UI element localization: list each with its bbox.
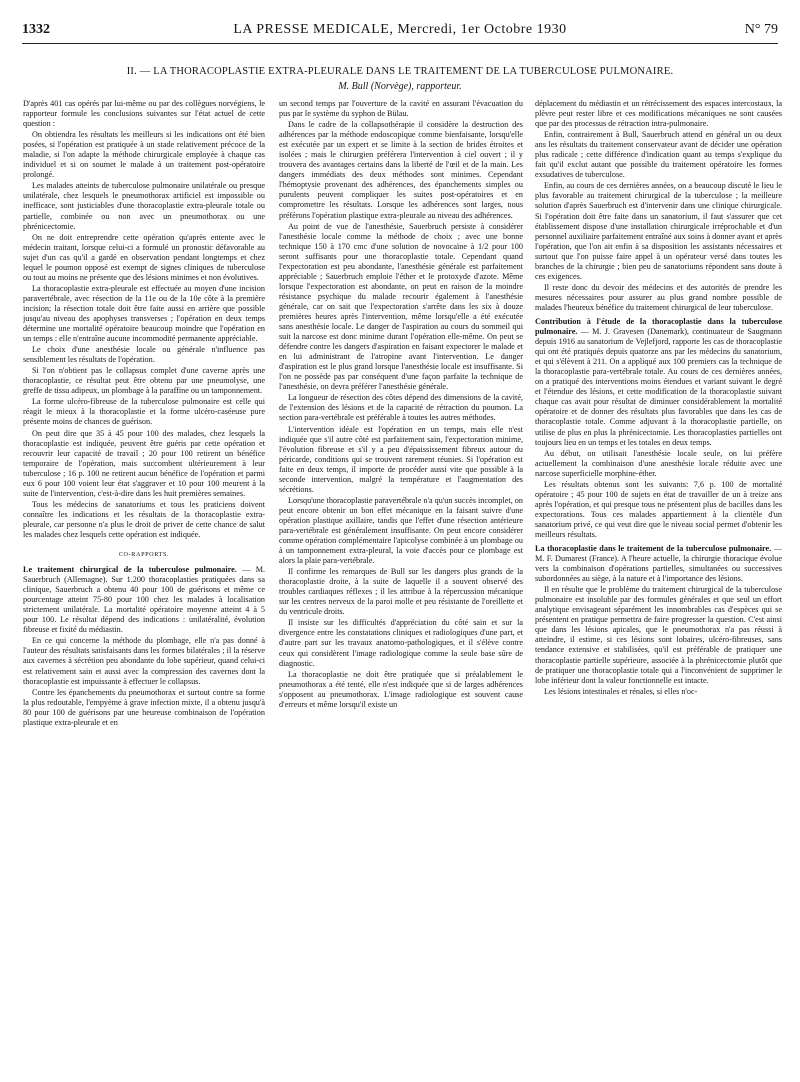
subsection-heading: CO-RAPPORTS. xyxy=(118,551,170,559)
paragraph: D'après 401 cas opérés par lui-même ou par des collègues norvégiens, le rapporteur formule les conclusions suivantes sur l'état actuel de cette question : xyxy=(23,99,265,129)
paragraph: Contre les épanchements du pneumothorax et surtout contre sa forme la plus redoutable, l'empyème à grave infection mixte, il a obtenu jusqu'à 80 pour 100 de guérisons par une heureuse combinaison de l'opération plastique extra-pleurale et en xyxy=(23,687,265,727)
paragraph: déplacement du médiastin et un rétrécissement des espaces intercostaux, la plèvre peut rester libre et ces modifications mécaniques ne sont causées que par des processus de rétraction intra-pulmonaire. xyxy=(535,99,782,129)
paragraph: On obtiendra les résultats les meilleurs si les indications ont été bien posées, si l'opération est pratiquée à un stade relativement précoce de la maladie, si l'on adapte la méthode chirurgicale employée à chaque cas individuel et si on soumet le malade à un traitement post-opératoire prolongé. xyxy=(23,130,265,180)
paragraph: Il insiste sur les difficultés d'appréciation du côté sain et sur la divergence entre les constatations cliniques et radiologiques d'une part, et d'autre part sur les travaux anatomo-pathologiques, et il s'élève contre ceux qui considèrent l'image radiologique comme la seule base sûre de diagnostic. xyxy=(279,618,523,668)
co-report-text: A l'heure actuelle, la chirurgie thoracique évolue vers la combinaison d'opérations partielles, simultanées ou successives subordonnées au siège, à la nature et à l'importance des lésions. xyxy=(535,554,782,584)
co-report-dumarest xyxy=(535,544,782,584)
paragraph: On ne doit entreprendre cette opération qu'après entente avec le médecin traitant, lorsque celui-ci a formulé un pronostic défavorable au sujet d'un cas qu'il a gardé en observation pendant longtemps et chez lequel le poumon opposé est exempt de signes cliniques de tuberculose ou tout au moins ne présente que des lésions minimes et non évolutives. xyxy=(23,232,265,282)
section-title: II. — LA THORACOPLASTIE EXTRA-PLEURALE DANS LE TRAITEMENT DE LA TUBERCULOSE PULMONAIRE. xyxy=(126,66,674,77)
co-report-title: Le traitement chirurgical de la tuberculose pulmonaire. xyxy=(23,565,237,575)
paragraph: Les lésions intestinales et rénales, si elles n'oc- xyxy=(544,686,698,696)
column-3 xyxy=(535,99,782,1074)
co-report-gravesen xyxy=(535,317,782,448)
paragraph: Enfin, au cours de ces dernières années, on a beaucoup discuté le lieu le plus favorable au traitement chirurgical de la tuberculose ; la meilleure solution d'après Sauerbruch est d'intervenir dans une clinique chirurgicale. Si l'opération doit être faite dans un sanatorium, il faut s'assurer que cet établissement dispose d'une installation chirurgicale irréprochable et d'un personnel auxiliaire parfaitement entraîné aux soins à donner avant et après l'opération, que l'on ait enfin à sa disposition les assistants nécessaires et surtout que l'on puisse faire appel à un opérateur versé dans toutes les branches de la chirurgie ; bien peu de sanatoriums répondent sans doute à ces exigences. xyxy=(535,181,782,281)
header-rule xyxy=(22,43,778,44)
paragraph: Les malades atteints de tuberculose pulmonaire unilatérale ou presque unilatérale, chez lesquels le pneumothorax artificiel est impossible ou inefficace, sont justiciables d'une thoracoplastie extra-pleurale totale ou partielle, combinée ou non avec un pneumothorax ou une phrénicectomie. xyxy=(23,181,265,231)
page-header xyxy=(22,22,778,42)
reporter-line: M. Bull (Norvège), rapporteur. xyxy=(338,81,462,92)
paragraph: un second temps par l'ouverture de la cavité en assurant l'évacuation du pus par le système du syphon de Bülau. xyxy=(279,99,523,119)
co-report-text: continuateur de Saugmann depuis 1916 au sanatorium de Vejlefjord, rapporte les cas de thoracoplastie qui ont été pratiqués depuis quatorze ans par les médecins du sanatorium, et qui s'élèvent à 211. On a appliqué aux 100 premiers cas la technique de la thoracoplastie para-vertébrale totale. Au cours de ces dernières années, on a pratiqué des interventions moins étendues et variant suivant le degré et l'étendue des lésions, et cette modification de la thoracoplastie suivant chaque cas avait pour résultat de diminuer considérablement la mortalité opératoire et de donner des résultats plus favorables que dans les cas de thoracoplastie totale. Comme adjuvant à la thoracoplastie partielle, on utilise de plus en plus la phrénicectomie. Les thoracoplasties partielles ont toujours lieu en un temps et les totales en deux temps. xyxy=(535,327,782,447)
co-report-sauerbruch xyxy=(23,565,265,635)
paragraph: Au début, on utilisait l'anesthésie locale seule, on lui préfère actuellement la combinaison d'une anesthésie locale réduite avec une narcose superficielle morphine-éther. xyxy=(535,448,782,478)
paragraph: Il reste donc du devoir des médecins et des autorités de prendre les mesures nécessaires pour assurer au plus grand nombre possible de malades l'heureux bénéfice du traitement chirurgical de leur tuberculose. xyxy=(535,282,782,312)
paragraph: Enfin, contrairement à Bull, Sauerbruch attend en général un ou deux ans les résultats du traitement conservateur avant de décider une opération plus radicale ; cette différence d'indication quant au temps s'explique du fait qu'il exclut autant que possible du traitement opératoire les formes exsudatives de tuberculose. xyxy=(535,130,782,180)
paragraph: La thoracoplastie ne doit être pratiquée que si préalablement le pneumothorax a été tenté, elle n'est indiquée que si de larges adhérences s'opposent au pneumothorax. L'image radiologique est souvent cause d'erreurs et même lorsqu'il existe un xyxy=(279,669,523,709)
paragraph: Si l'on n'obtient pas le collapsus complet d'une caverne après une thoracoplastie, ce résultat peut être obtenu par une pneumolyse, une greffe de tissu adipeux, un plombage à la paraffine ou un tamponnement. xyxy=(23,366,265,396)
paragraph: Tous les médecins de sanatoriums et tous les praticiens doivent connaître les indications et les résultats de la thoracoplastie extra-pleurale, car personne n'a plus le droit de priver de cette chance de salut les malades chez lesquels cette opération est indiquée. xyxy=(23,499,265,539)
co-report-title: Contribution à l'étude de la thoracoplastie dans la tuberculose pulmonaire. xyxy=(535,316,782,337)
journal-title: LA PRESSE MEDICALE, Mercredi, 1er Octobre 1930 xyxy=(233,22,567,37)
issue-number: N° 79 xyxy=(744,22,778,37)
co-report-author: — M. Sauerbruch (Allemagne). xyxy=(23,565,265,585)
paragraph: On peut dire que 35 à 45 pour 100 des malades, chez lesquels la thoracoplastie est indiquée, peuvent être guéris par cette opération et recouvrir leur capacité de travail ; 20 pour 100 retirent un bénéfice temporaire de l'opération, mais succombent ultérieurement à leur tuberculose ; 16 p. 100 ne retirent aucun bénéfice de l'opération et parmi eux 6 pour 100 voient leur état s'aggraver et 10 pour 100 meurent à la suite de l'intervention, c'est-à-dire dans les huit premières semaines. xyxy=(23,428,265,498)
paragraph: Les résultats obtenus sont les suivants: 7,6 p. 100 de mortalité opératoire ; 45 pour 100 de sujets en état de travailler de un à treize ans après l'opération, et qui presque tous ne présentent plus de bacilles dans les expectorations. Tous ces malades appartiennent à la clientèle d'un sanatorium privé, ce qui veut dire que le niveau social permet d'obtenir les meilleurs résultats. xyxy=(535,479,782,539)
paragraph: La thoracoplastie extra-pleurale est effectuée au moyen d'une incision paravertébrale, avec résection de la 11e ou de la 10e côte à la première incision; la résection totale doit être faite aussi en arrière que possible jusqu'au niveau des apophyses transverses ; l'opération en deux temps détermine une mortalité opératoire beaucoup moindre que l'opération en un temps : elle n'entraîne aucune incommodité permanente appréciable. xyxy=(23,283,265,344)
paragraph: Il confirme les remarques de Bull sur les dangers plus grands de la thoracoplastie droite, à la suite de laquelle il a souvent observé des troubles cardiaques réflexes ; il les attribue à la répercussion mécanique sur les centres nerveux de la paroi molle et peu résistante de l'oreillette et du ventricule droits. xyxy=(279,567,523,617)
co-report-text: Sur 1.200 thoracoplasties pratiquées dans sa clinique, Sauerbruch a obtenu 40 pour 100 de guérisons et même ce pourcentage atteint 75-80 pour 100 chez les malades à localisation strictement unilatérale. La mortalité opératoire moyenne atteint 4 à 5 pour 100. Le résultat dépend des indications : unilatéralité, évolution fibreuse et fixité du médiastin. xyxy=(23,575,265,635)
column-1 xyxy=(23,99,265,1074)
co-report-author: — M. J. Gravesen (Danemark), xyxy=(580,327,689,337)
co-report-title: La thoracoplastie dans le traitement de la tuberculose pulmonaire. xyxy=(535,544,772,554)
page-number: 1332 xyxy=(22,22,50,37)
paragraph: La longueur de résection des côtes dépend des dimensions de la cavité, de l'extension des lésions et de la capacité de rétraction du poumon. La section para-vertébrale est préférable à toutes les autres méthodes. xyxy=(279,393,523,423)
paragraph: Dans le cadre de la collapsothérapie il considère la destruction des adhérences par la méthode endoscopique comme bienfaisante, lorsqu'elle est exécutée par un expert et se limite à la section de brides étroites et isolées ; mais le chirurgien préférera l'intervention à ciel ouvert ; il y trouvera des avantages certains dans la liberté de l'œil et de la main. Les dangers immédiats des deux méthodes sont minimes. Cependant l'hémoptysie provenant des adhérences, des épanchements simples ou purulents peuvent compliquer les suites post-opératoires et en compromettre les résultats. Lorsque les adhérences sont larges, nous préférons l'opération plastique extra-pleurale au niveau des adhérences. xyxy=(279,120,523,220)
paragraph: Il en résulte que le problème du traitement chirurgical de la tuberculose pulmonaire est insoluble par des formules générales et que seul un effort analytique envisageant séparément les innombrables cas d'espèces qui se présentent en pratique permettra de faire progresser la question. C'est ainsi que dans les lésions apicales, que le pneumothorax n'a pas réussi à atteindre, il estime, si ces lésions sont lobaires, ulcéro-fibreuses, sans tendance extensive et stabilisées, qu'il est préférable de pratiquer une thoracoplastie partielle supérieure, associée à la phrénicectomie plutôt que de pratiquer une thoracoplastie totale qui a l'inconvénient de supprimer le lobe inférieur dont la valeur fonctionnelle est intacte. xyxy=(535,585,782,685)
co-report-author: — M. F. Dumarest (France). xyxy=(535,544,782,564)
column-2 xyxy=(279,99,523,1074)
paragraph: La forme ulcéro-fibreuse de la tuberculose pulmonaire est celle qui réagit le mieux à la thoracoplastie et la forme ulcéro-caséeuse pure présente moins de chances de guérison. xyxy=(23,397,265,427)
paragraph: Le choix d'une anesthésie locale ou générale n'influence pas sensiblement les résultats de l'opération. xyxy=(23,345,265,365)
paragraph: Lorsqu'une thoracoplastie paravertébrale n'a qu'un succès incomplet, on peut encore obtenir un bon effet mécanique en la faisant suivre d'une opération plastique axillaire, tandis que l'effet d'une résection antérieure para-vertébrale est généralement insuffisante. On peut encore considérer comme opération complémentaire l'apicolyse combinée à un plombage ou à un tamponnement extra-pleural, la voie d'accès pour ce plombage est alors la plaie para-vertébrale. xyxy=(279,495,523,566)
paragraph: En ce qui concerne la méthode du plombage, elle n'a pas donné à l'auteur des résultats satisfaisants dans les formes bilatérales ; il la réserve aux cavernes à sécrétion peu abondante du lobe supérieur, quand celui-ci est relativement sain et aussi avec la compression des cavernes dont la thoracoplastie est impuissante à effectuer le collapsus. xyxy=(23,636,265,686)
paragraph: Au point de vue de l'anesthésie, Sauerbruch persiste à considérer l'anesthésie locale comme la méthode de choix ; avec une bonne technique 150 à 170 cmc d'une solution de novocaïne à 1/2 pour 100 seront suffisants pour une thoracoplastie totale. Cependant quand l'expectoration est peu abondante, l'anesthésie générale est parfaitement appréciable ; Sauerbruch emploie l'éther et le protoxyde d'azote. Même lorsque l'expectoration est abondante, on peut en raison de la moindre résistance psychique du malade recourir également à l'anesthésie générale, car on sait que l'expectoration s'arrête dans les six à douze premières heures après l'intervention, même lorsqu'elle a été exécutée sans anesthésie locale. Le danger de l'aspiration au cours du sommeil qui suit la narcose est donc minime durant l'opération elle-même. On peut se défendre contre les dangers d'aspiration en faisant expectorer le malade et en lui administrant de l'atropine avant l'intervention. Le danger d'aspiration est le plus grand lorsque l'anesthésie locale est insuffisante. Si l'on ne possède pas par conséquent d'une façon parfaite la technique de l'anesthésie, on devra préférer l'anesthésie générale. xyxy=(279,221,523,392)
paragraph: L'intervention idéale est l'opération en un temps, mais elle n'est indiquée que s'il autre côté est parfaitement sain, l'expectoration minime, l'évolution fibreuse et s'il y a peu d'épaississement fibreux autour du péricarde, conditions qui se trouvent rarement réunies. Si l'opération est faite en deux temps, il importe de procéder aussi vite que possible à la seconde intervention, malgré la température et l'augmentation des sécrétions. xyxy=(279,424,523,494)
